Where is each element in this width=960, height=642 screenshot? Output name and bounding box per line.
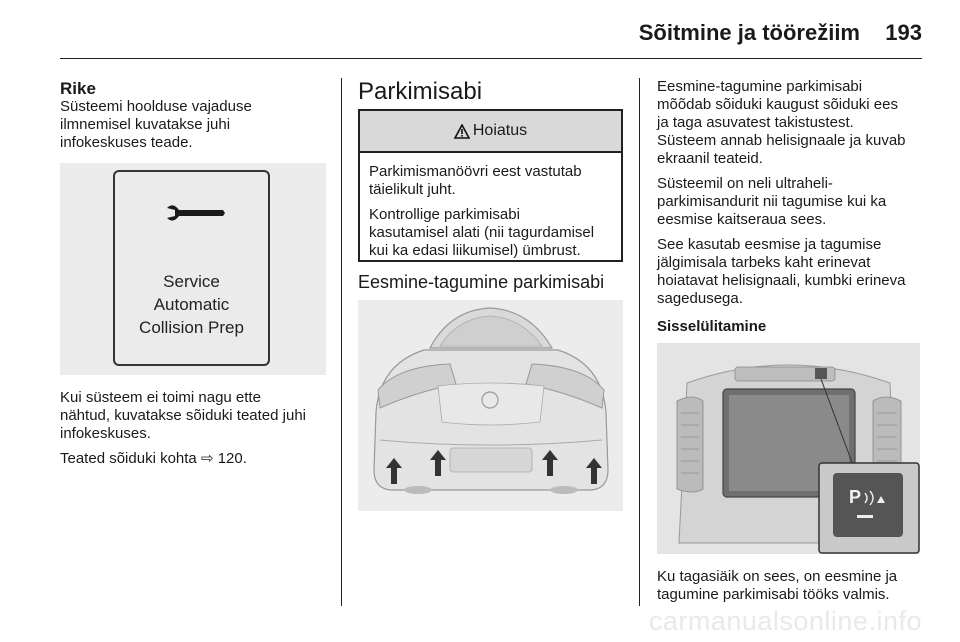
display-frame [113,170,270,366]
warning-title: Hoiatus [472,122,528,139]
text-line: Eesmine-tagumine parkimisabi [657,78,863,95]
text-line: infokeskuses. [60,425,151,442]
page-reference-arrow-icon: ⇨ [200,450,214,467]
reference-text: Teated sõiduki kohta [60,450,197,467]
text-line: mõõdab sõiduki kaugust sõiduki ees [657,96,898,113]
page-number: 193 [885,20,922,45]
text-line: ja taga asuvatest takistustest. [657,114,854,131]
text-line: tagumine parkimisabi tööks valmis. [657,586,890,603]
header-rule [60,58,922,59]
rike-intro [60,98,330,152]
display-line: Automatic [153,295,230,314]
display-line: Service [163,272,220,291]
text-line: Süsteem annab helisignaale ja kuvab [657,132,906,149]
parking-assist-button-illustration [657,343,920,554]
text-line: Süsteemil on neli ultraheli- [657,175,833,192]
section-heading-rike: Rike [60,79,96,98]
wrench-icon [165,204,227,224]
text-line: parkimisandurit nii tagumise kui ka [657,193,887,210]
warning-body [360,153,621,260]
subheading-front-rear-parking: Eesmine-tagumine parkimisabi [358,272,605,292]
text-line: Parkimismanöövri eest vastutab [369,163,582,180]
text-line: eesmise kaitseraua sees. [657,211,827,228]
text-line: infokeskuses teade. [60,134,193,151]
warning-triangle-icon [454,124,470,139]
service-display-figure [60,163,326,375]
text-line: nähtud, kuvatakse sõiduki teated juhi [60,407,306,424]
text-line: Ku tagasiäik on sees, on eesmine ja [657,568,898,585]
text-line: ekraanil teateid. [657,150,763,167]
column-divider-left [341,78,342,606]
text-line: See kasutab eesmise ja tagumise [657,236,882,253]
text-line: sagedusega. [657,290,743,307]
text-line: ilmnemisel kuvatakse juhi [60,116,231,133]
section-heading-parkimisabi: Parkimisabi [358,78,483,105]
text-line: kui ka edasi liikumisel) ümbrust. [369,242,581,259]
watermark: carmanualsonline.info [648,606,922,636]
text-line: täielikult juht. [369,181,456,198]
warning-header [360,111,621,153]
reference-page: 120. [217,450,247,467]
activation-paragraph [657,568,929,604]
warning-box [358,109,623,262]
running-header-title: Sõitmine ja töörežiim [638,20,860,45]
right-column-text [657,78,929,315]
svg-text:P: P [849,487,862,507]
text-line: hoiatavat helisignaali, kumbki erineva [657,272,906,289]
text-line: kasutamisel alati (nii tagurdamisel [369,224,595,241]
text-line: Süsteemi hoolduse vajaduse [60,98,252,115]
column-divider-right [639,78,640,606]
text-line: Kui süsteem ei toimi nagu ette [60,389,261,406]
subheading-activation: Sisselülitamine [657,318,767,335]
text-line: jälgimisala tarbeks kaht erinevat [657,254,871,271]
display-message [115,270,268,339]
car-rear-sensors-illustration [358,300,623,511]
display-line: Collision Prep [139,318,244,337]
rike-paragraph-2 [60,389,335,475]
text-line: Kontrollige parkimisabi [369,206,520,223]
